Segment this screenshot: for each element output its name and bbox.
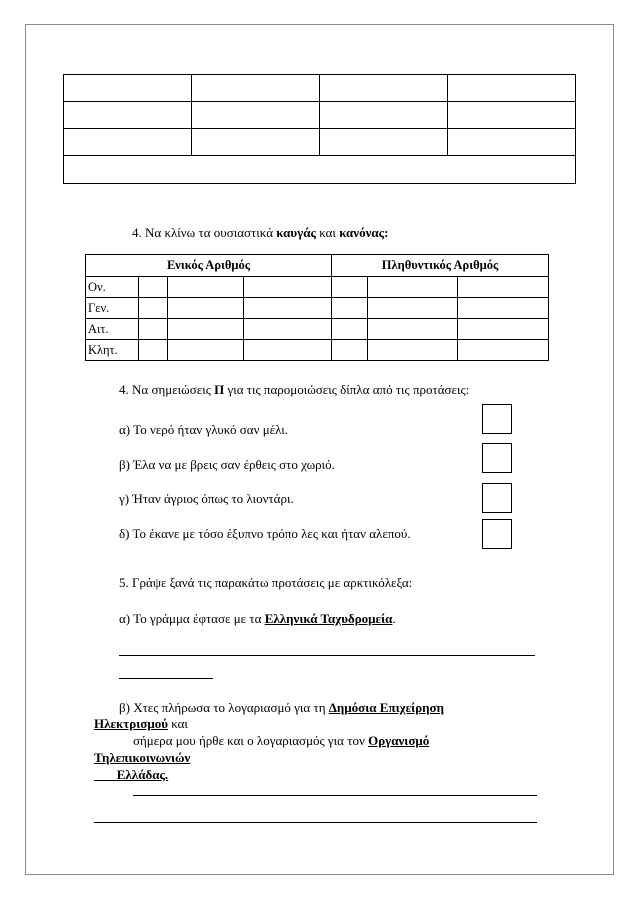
answer-cell[interactable] [368, 298, 458, 319]
sentence-b-line5: ​ Ελλάδας. [94, 767, 169, 782]
sentence-a: α) Το γράμμα έφτασε με τα Ελληνικά Ταχυδρομεία. [119, 611, 396, 626]
section-4a-heading: 4. Να κλίνω τα ουσιαστικά καυγάς και κανόνας: [132, 225, 389, 240]
grid-cell[interactable] [448, 75, 576, 102]
simile-item-d: δ) Το έκανε με τόσο έξυπνο τρόπο λες και ήταν αλεπού. [119, 526, 411, 541]
answer-cell[interactable] [458, 298, 549, 319]
answer-cell[interactable] [244, 340, 332, 361]
simile-item-b: β) Έλα να με βρεις σαν έρθεις στο χωριό. [119, 457, 335, 472]
answer-cell[interactable] [139, 340, 168, 361]
answer-cell[interactable] [168, 319, 244, 340]
grid-cell[interactable] [320, 102, 448, 129]
grid-cell[interactable] [64, 75, 192, 102]
answer-cell[interactable] [139, 298, 168, 319]
grid-cell[interactable] [64, 102, 192, 129]
answer-cell[interactable] [332, 277, 368, 298]
answer-cell[interactable] [332, 298, 368, 319]
grid-cell[interactable] [320, 75, 448, 102]
grid-cell[interactable] [192, 75, 320, 102]
answer-checkbox-a[interactable] [482, 404, 512, 434]
answer-cell[interactable] [168, 298, 244, 319]
simile-item-c: γ) Ήταν άγριος όπως το λιοντάρι. [119, 491, 294, 506]
answer-cell[interactable] [332, 340, 368, 361]
answer-cell[interactable] [244, 319, 332, 340]
answer-line[interactable] [119, 678, 213, 679]
answer-cell[interactable] [332, 319, 368, 340]
answer-checkbox-d[interactable] [482, 519, 512, 549]
answer-line[interactable] [119, 655, 535, 656]
section-5-heading: 5. Γράψε ξανά τις παρακάτω προτάσεις με αρκτικόλεξα: [119, 575, 413, 590]
answer-cell[interactable] [244, 298, 332, 319]
sentence-b-line4: Τηλεπικοινωνιών [94, 750, 191, 765]
grid-cell[interactable] [192, 102, 320, 129]
answer-cell[interactable] [458, 319, 549, 340]
sentence-b-line3: σήμερα μου ήρθε και ο λογαριασμός για τον Οργανισμό [133, 733, 430, 748]
plural-header: Πληθυντικός Αριθμός [332, 255, 549, 277]
answer-cell[interactable] [458, 340, 549, 361]
grid-cell[interactable] [192, 129, 320, 156]
sentence-b-line2: Ηλεκτρισμού και [94, 716, 188, 731]
answer-cell[interactable] [168, 277, 244, 298]
grid-cell[interactable] [320, 129, 448, 156]
case-label: Κλητ. [86, 340, 139, 361]
answer-cell[interactable] [458, 277, 549, 298]
empty-grid-table [63, 74, 576, 184]
answer-line[interactable] [94, 822, 537, 823]
grid-cell[interactable] [448, 129, 576, 156]
case-label: Ον. [86, 277, 139, 298]
declension-table [85, 254, 549, 361]
answer-cell[interactable] [368, 319, 458, 340]
answer-cell[interactable] [139, 277, 168, 298]
grid-cell[interactable] [64, 129, 192, 156]
answer-line[interactable] [133, 795, 537, 796]
section-4b-heading: 4. Να σημειώσεις Π για τις παρομοιώσεις δίπλα από τις προτάσεις: [119, 382, 470, 397]
sentence-b-line1: β) Χτες πλήρωσα το λογαριασμό για τη Δημόσια Επιχείρηση [119, 700, 444, 715]
answer-cell[interactable] [168, 340, 244, 361]
answer-checkbox-c[interactable] [482, 483, 512, 513]
answer-cell[interactable] [368, 340, 458, 361]
answer-checkbox-b[interactable] [482, 443, 512, 473]
answer-cell[interactable] [139, 319, 168, 340]
answer-cell[interactable] [244, 277, 332, 298]
simile-item-a: α) Το νερό ήταν γλυκό σαν μέλι. [119, 422, 289, 437]
case-label: Γεν. [86, 298, 139, 319]
grid-wide-cell[interactable] [64, 156, 576, 184]
answer-cell[interactable] [368, 277, 458, 298]
singular-header: Ενικός Αριθμός [86, 255, 332, 277]
case-label: Αιτ. [86, 319, 139, 340]
grid-cell[interactable] [448, 102, 576, 129]
